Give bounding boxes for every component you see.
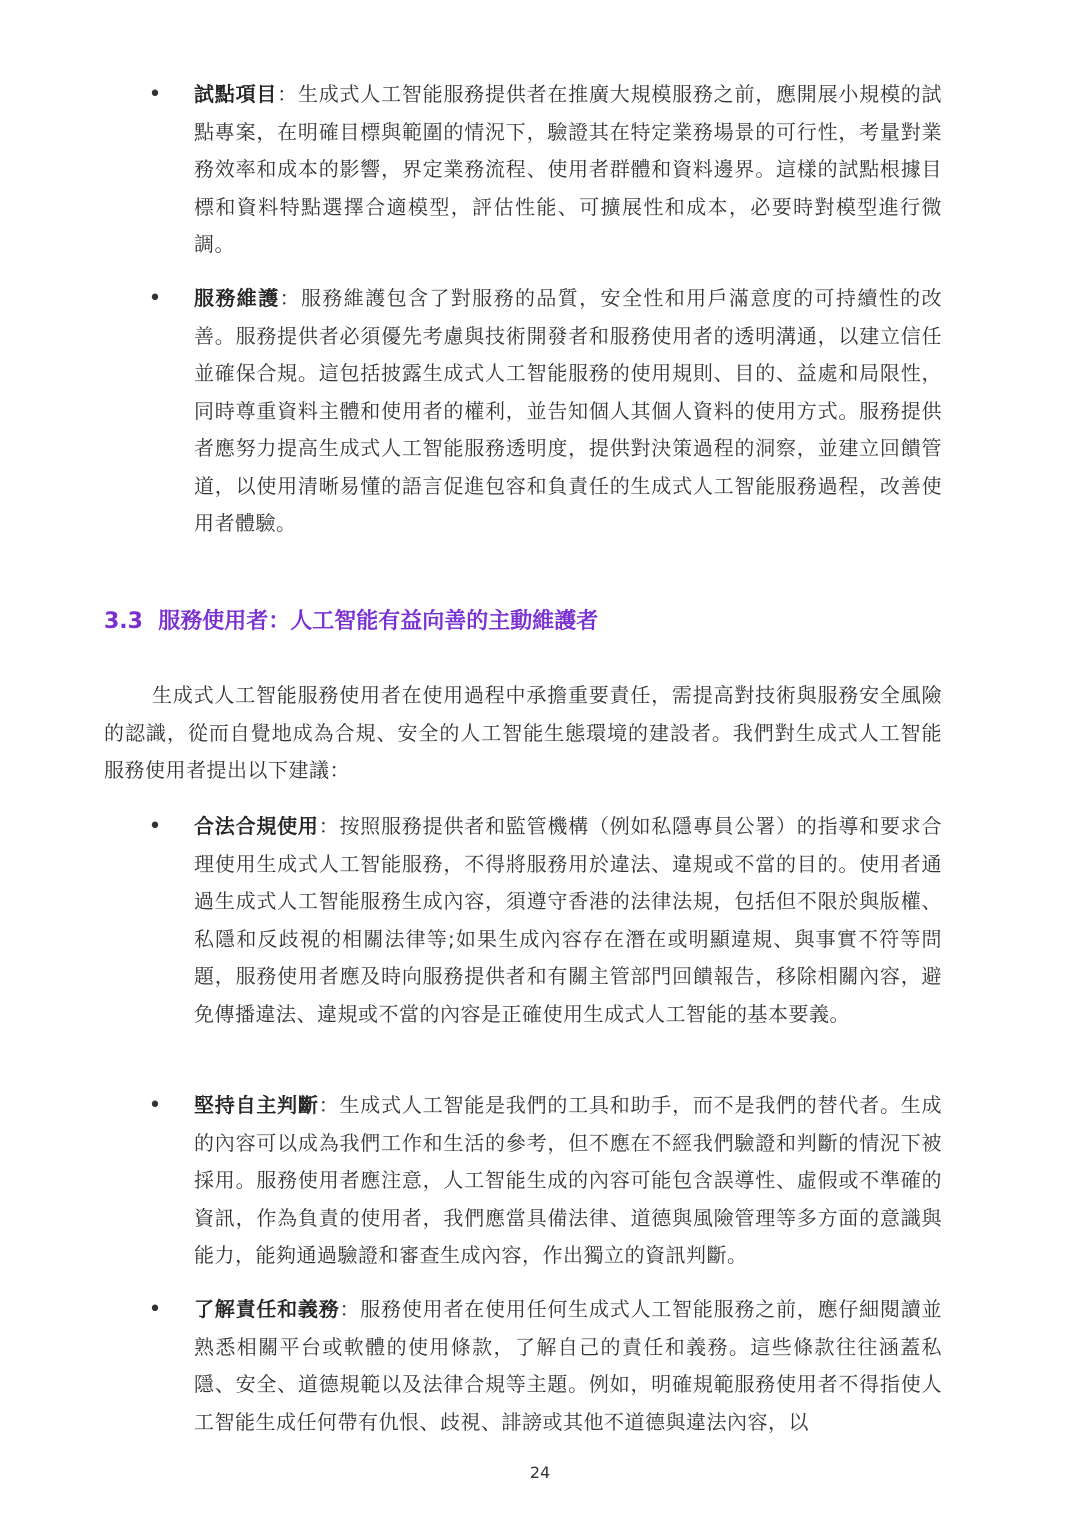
bullet-term: 試點項目	[194, 82, 278, 106]
bullet-dot-icon: •	[148, 1093, 162, 1118]
section-intro-paragraph: 生成式人工智能服務使用者在使用過程中承擔重要責任，需提高對技術與服務安全風險的認識，從而自覺地成為合規、安全的人工智能生態環境的建設者。我們對生成式人工智能服務使用者提出以下建議：	[104, 683, 942, 782]
bullet-paragraph	[194, 280, 942, 543]
bullet-paragraph	[194, 1087, 942, 1275]
bullet-separator: ：	[318, 1093, 340, 1117]
bullet-dot-icon: •	[148, 1297, 162, 1322]
bullet-separator: ：	[318, 814, 340, 838]
bullet-term: 合法合規使用	[194, 814, 319, 838]
page-number: 24	[529, 1463, 551, 1482]
bullet-body: 服務維護包含了對服務的品質，安全性和用戶滿意度的可持續性的改善。服務提供者必須優先考慮與技術開發者和服務使用者的透明溝通，以建立信任並確保合規。這包括披露生成式人工智能服務的使用規則、目的、益處和局限性，同時尊重資料主體和使用者的權利，並告知個人其個人資料的使用方式。服務提供者應努力提高生成式人工智能服務透明度，提供對決策過程的洞察，並建立回饋管道，以使用清晰易懂的語言促進包容和負責任的生成式人工智能服務過程，改善使用者體驗。	[194, 286, 943, 535]
bullet-dot-icon: •	[148, 82, 162, 107]
bullet-term: 了解責任和義務	[194, 1297, 340, 1321]
section-heading: 3.3 服務使用者：人工智能有益向善的主動維護者	[104, 609, 599, 634]
bullet-term: 堅持自主判斷	[194, 1093, 319, 1117]
bullet-separator: ：	[279, 286, 301, 310]
bullet-dot-icon: •	[148, 814, 162, 839]
bullet-body: 生成式人工智能服務提供者在推廣大規模服務之前，應開展小規模的試點專案，在明確目標與範圍的情況下，驗證其在特定業務場景的可行性，考量對業務效率和成本的影響，界定業務流程、使用者群體和資料邊界。這樣的試點根據目標和資料特點選擇合適模型，評估性能、可擴展性和成本，必要時對模型進行微調。	[194, 82, 943, 256]
bullet-paragraph	[194, 1291, 942, 1441]
bullet-body: 生成式人工智能是我們的工具和助手，而不是我們的替代者。生成的內容可以成為我們工作和生活的參考，但不應在不經我們驗證和判斷的情況下被採用。服務使用者應注意，人工智能生成的內容可能包含誤導性、虛假或不準確的資訊，作為負責的使用者，我們應當具備法律、道德與風險管理等多方面的意識與能力，能夠通過驗證和審查生成內容，作出獨立的資訊判斷。	[194, 1093, 943, 1267]
bullet-separator: ：	[339, 1297, 361, 1321]
bullet-term: 服務維護	[194, 286, 280, 310]
bullet-separator: ：	[277, 82, 298, 106]
bullet-paragraph	[194, 808, 942, 1033]
bullet-dot-icon: •	[148, 286, 162, 311]
bullet-body: 按照服務提供者和監管機構（例如私隱專員公署）的指導和要求合理使用生成式人工智能服務，不得將服務用於違法、違規或不當的目的。使用者通過生成式人工智能服務生成內容，須遵守香港的法律法規，包括但不限於與版權、私隱和反歧視的相關法律等;如果生成內容存在潛在或明顯違規、與事實不符等問題，服務使用者應及時向服務提供者和有關主管部門回饋報告，移除相關內容，避免傳播違法、違規或不當的內容是正確使用生成式人工智能的基本要義。	[194, 814, 943, 1026]
bullet-body: 服務使用者在使用任何生成式人工智能服務之前，應仔細閱讀並熟悉相關平台或軟體的使用條款，了解自己的責任和義務。這些條款往往涵蓋私隱、安全、道德規範以及法律合規等主題。例如，明確規範服務使用者不得指使人工智能生成任何帶有仇恨、歧視、誹謗或其他不道德與違法內容，以	[194, 1297, 943, 1434]
bullet-paragraph	[194, 76, 942, 264]
